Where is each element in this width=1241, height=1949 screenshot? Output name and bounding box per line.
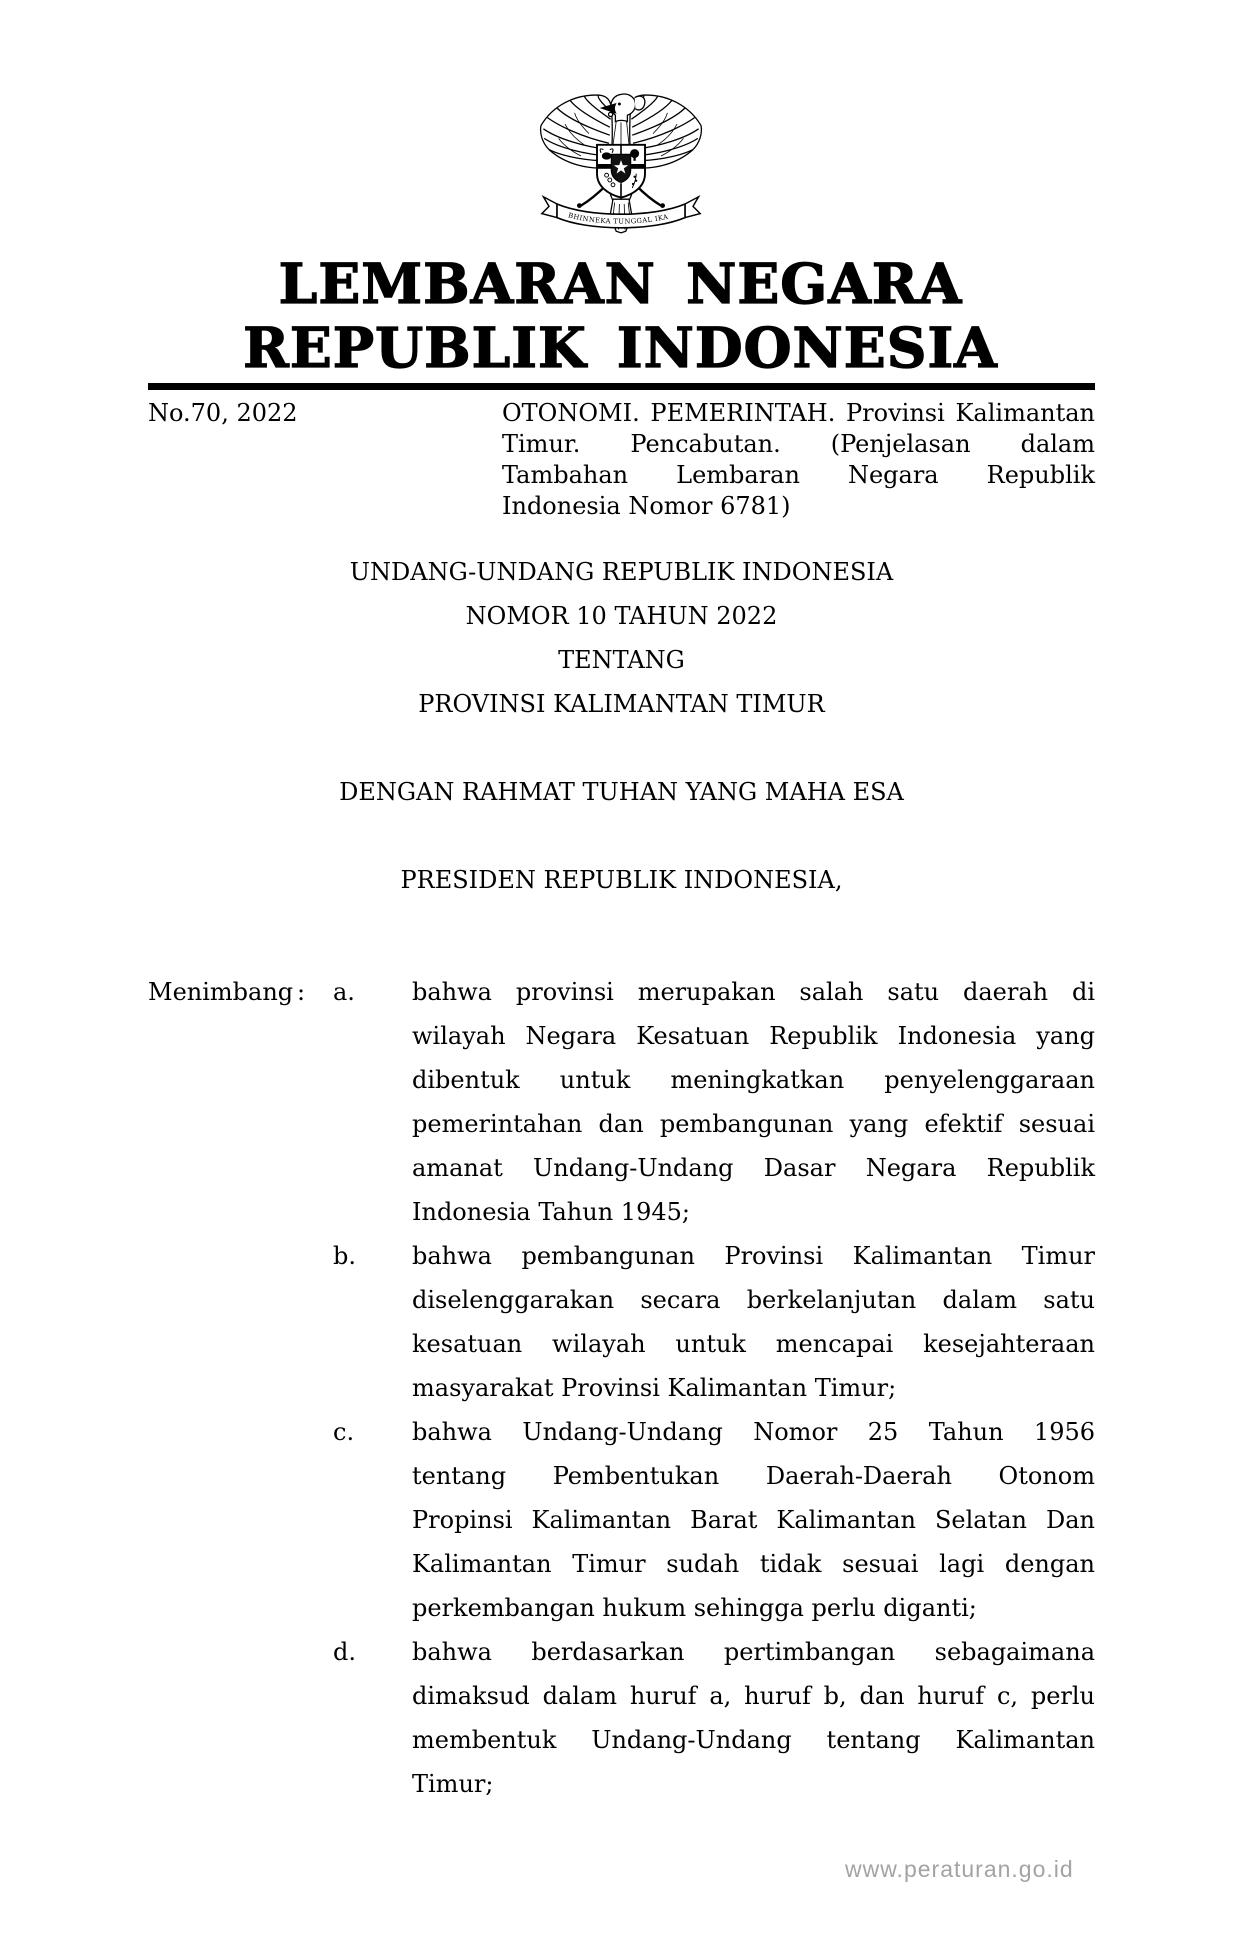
- tentang-label: TENTANG: [558, 646, 685, 674]
- masthead-line-2: REPUBLIK INDONESIA: [243, 315, 998, 380]
- text-line: perkembangan hukum sehingga perlu diganti;: [412, 1594, 977, 1622]
- text-line: Propinsi Kalimantan Barat Kalimantan Selatan Dan: [412, 1506, 1095, 1534]
- text-line: Indonesia Tahun 1945;: [412, 1198, 690, 1226]
- masthead-line-1: LEMBARAN NEGARA: [278, 251, 963, 316]
- gazette-header-row: [148, 398, 1095, 524]
- text-line: bahwa berdasarkan pertimbangan sebagaimana: [412, 1638, 1095, 1666]
- text-line: tentang Pembentukan Daerah-Daerah Otonom: [412, 1462, 1095, 1490]
- consideration-text-b: [412, 1234, 1095, 1410]
- footer-watermark: www.peraturan.go.id: [845, 1856, 1074, 1882]
- text-line: Kalimantan Timur sudah tidak sesuai lagi dengan: [412, 1550, 1095, 1578]
- text-line: Indonesia Nomor 6781): [502, 492, 791, 520]
- law-subject: PROVINSI KALIMANTAN TIMUR: [418, 690, 825, 718]
- issue-number: No.70, 2022: [148, 399, 298, 427]
- consideration-letter-c: c.: [333, 1418, 355, 1446]
- consideration-letter-b: b.: [333, 1242, 356, 1270]
- text-line: Timur;: [412, 1770, 494, 1798]
- law-number: NOMOR 10 TAHUN 2022: [465, 602, 778, 630]
- text-line: kesatuan wilayah untuk mencapai kesejahteraan: [412, 1330, 1095, 1358]
- masthead: [0, 252, 1241, 380]
- text-line: masyarakat Provinsi Kalimantan Timur;: [412, 1374, 897, 1402]
- invocation-line: DENGAN RAHMAT TUHAN YANG MAHA ESA: [339, 778, 904, 806]
- consideration-text-c: [412, 1410, 1095, 1630]
- spacer: [148, 814, 1095, 858]
- text-line: Timur. Pencabutan. (Penjelasan dalam: [502, 430, 1095, 458]
- consideration-text-d: [412, 1630, 1095, 1806]
- text-line: pemerintahan dan pembangunan yang efektif sesuai: [412, 1110, 1095, 1138]
- law-title-block: [148, 550, 1095, 902]
- text-line: dimaksud dalam huruf a, huruf b, dan huruf c, perlu: [412, 1682, 1095, 1710]
- text-line: membentuk Undang-Undang tentang Kalimantan: [412, 1726, 1095, 1754]
- garuda-eagle-icon: [533, 84, 709, 244]
- considerations-separator: :: [297, 978, 306, 1006]
- motto-text: BHINNEKA TUNGGAL IKA: [566, 211, 669, 226]
- text-line: wilayah Negara Kesatuan Republik Indonesia yang: [412, 1022, 1095, 1050]
- text-line: dibentuk untuk meningkatkan penyelenggaraan: [412, 1066, 1095, 1094]
- text-line: Tambahan Lembaran Negara Republik: [502, 461, 1095, 489]
- subject-abstract: [502, 398, 1095, 522]
- considerations-section: [148, 970, 1095, 1806]
- text-line: amanat Undang-Undang Dasar Negara Republik: [412, 1154, 1095, 1182]
- consideration-letter-d: d.: [333, 1638, 356, 1666]
- text-line: bahwa Undang-Undang Nomor 25 Tahun 1956: [412, 1418, 1095, 1446]
- spacer: [148, 726, 1095, 770]
- pancasila-shield: [597, 145, 645, 198]
- text-line: bahwa pembangunan Provinsi Kalimantan Timur: [412, 1242, 1095, 1270]
- text-line: OTONOMI. PEMERINTAH. Provinsi Kalimantan: [502, 399, 1095, 427]
- consideration-letter-a: a.: [333, 978, 355, 1006]
- text-line: diselenggarakan secara berkelanjutan dalam satu: [412, 1286, 1095, 1314]
- issuer-line: PRESIDEN REPUBLIK INDONESIA,: [400, 866, 843, 894]
- law-title: UNDANG-UNDANG REPUBLIK INDONESIA: [349, 558, 894, 586]
- considerations-label: Menimbang: [148, 978, 294, 1006]
- text-line: bahwa provinsi merupakan salah satu daerah di: [412, 978, 1095, 1006]
- garuda-pancasila-emblem: [533, 0, 709, 244]
- masthead-divider-rule: [148, 383, 1095, 390]
- consideration-text-a: [412, 970, 1095, 1234]
